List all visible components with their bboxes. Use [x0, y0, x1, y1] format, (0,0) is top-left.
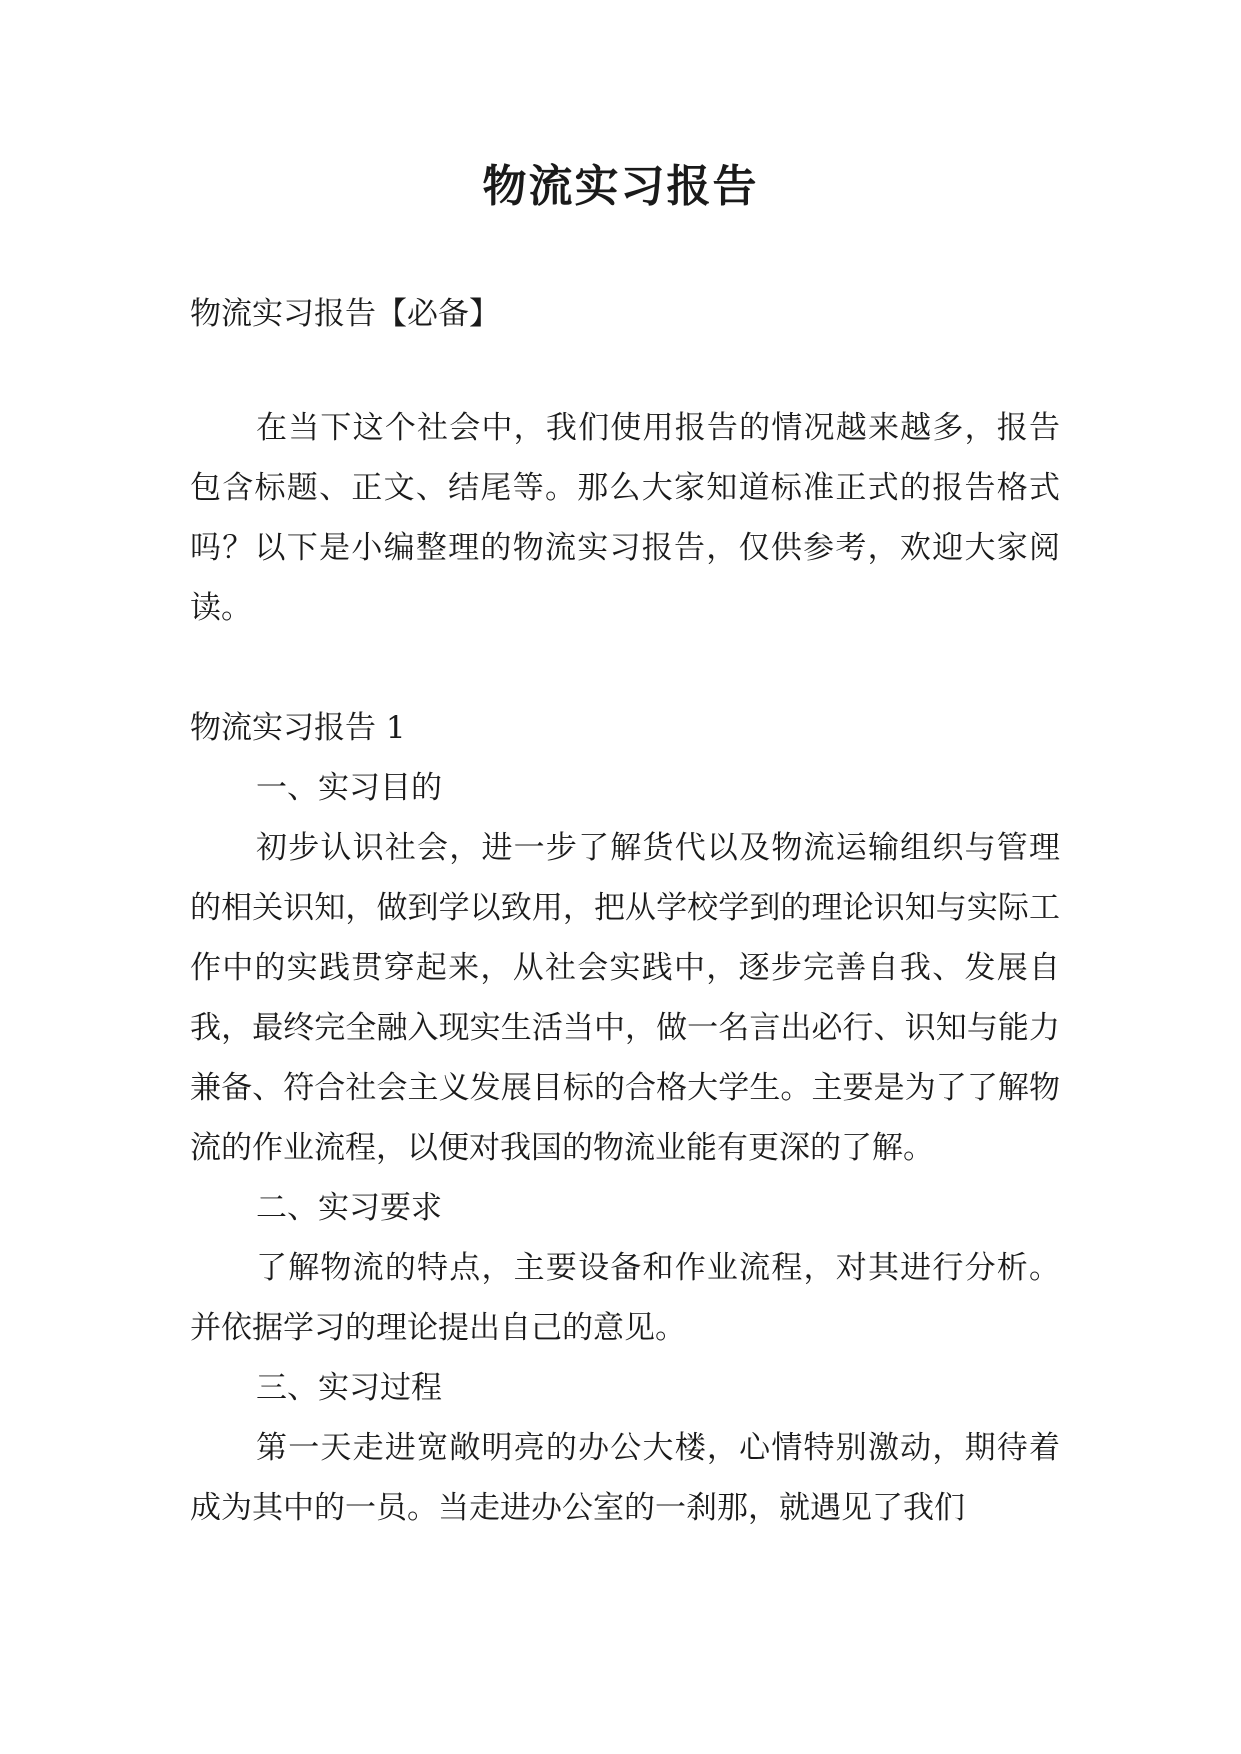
document-title: 物流实习报告	[482, 161, 759, 212]
section-title: 物流实习报告 1	[190, 710, 406, 746]
spacer	[190, 638, 1060, 698]
heading-process: 三、实习过程	[256, 1370, 442, 1406]
paragraph-purpose: 初步认识社会，进一步了解货代以及物流运输组织与管理的相关识知，做到学以致用，把从学校学到的理论识知与实际工作中的实践贯穿起来，从社会实践中，逐步完善自我、发展自我，最终完全融入现实生活当中，做一名言出必行、识知与能力兼备、符合社会主义发展目标的合格大学生。主要是为了了解物流的作业流程，以便对我国的物流业能有更深的了解。	[190, 830, 1060, 1166]
document-subtitle: 物流实习报告【必备】	[190, 296, 500, 332]
paragraph-process: 第一天走进宽敞明亮的办公大楼，心情特别激动，期待着成为其中的一员。当走进办公室的一刹那，就遇见了我们	[190, 1430, 1060, 1526]
heading-purpose: 一、实习目的	[256, 770, 442, 806]
document-body	[190, 398, 1060, 1538]
intro-paragraph: 在当下这个社会中，我们使用报告的情况越来越多，报告包含标题、正文、结尾等。那么大家知道标准正式的报告格式吗？以下是小编整理的物流实习报告，仅供参考，欢迎大家阅读。	[190, 410, 1060, 626]
heading-requirements: 二、实习要求	[256, 1190, 442, 1226]
paragraph-requirements: 了解物流的特点，主要设备和作业流程，对其进行分析。并依据学习的理论提出自己的意见。	[190, 1250, 1060, 1346]
